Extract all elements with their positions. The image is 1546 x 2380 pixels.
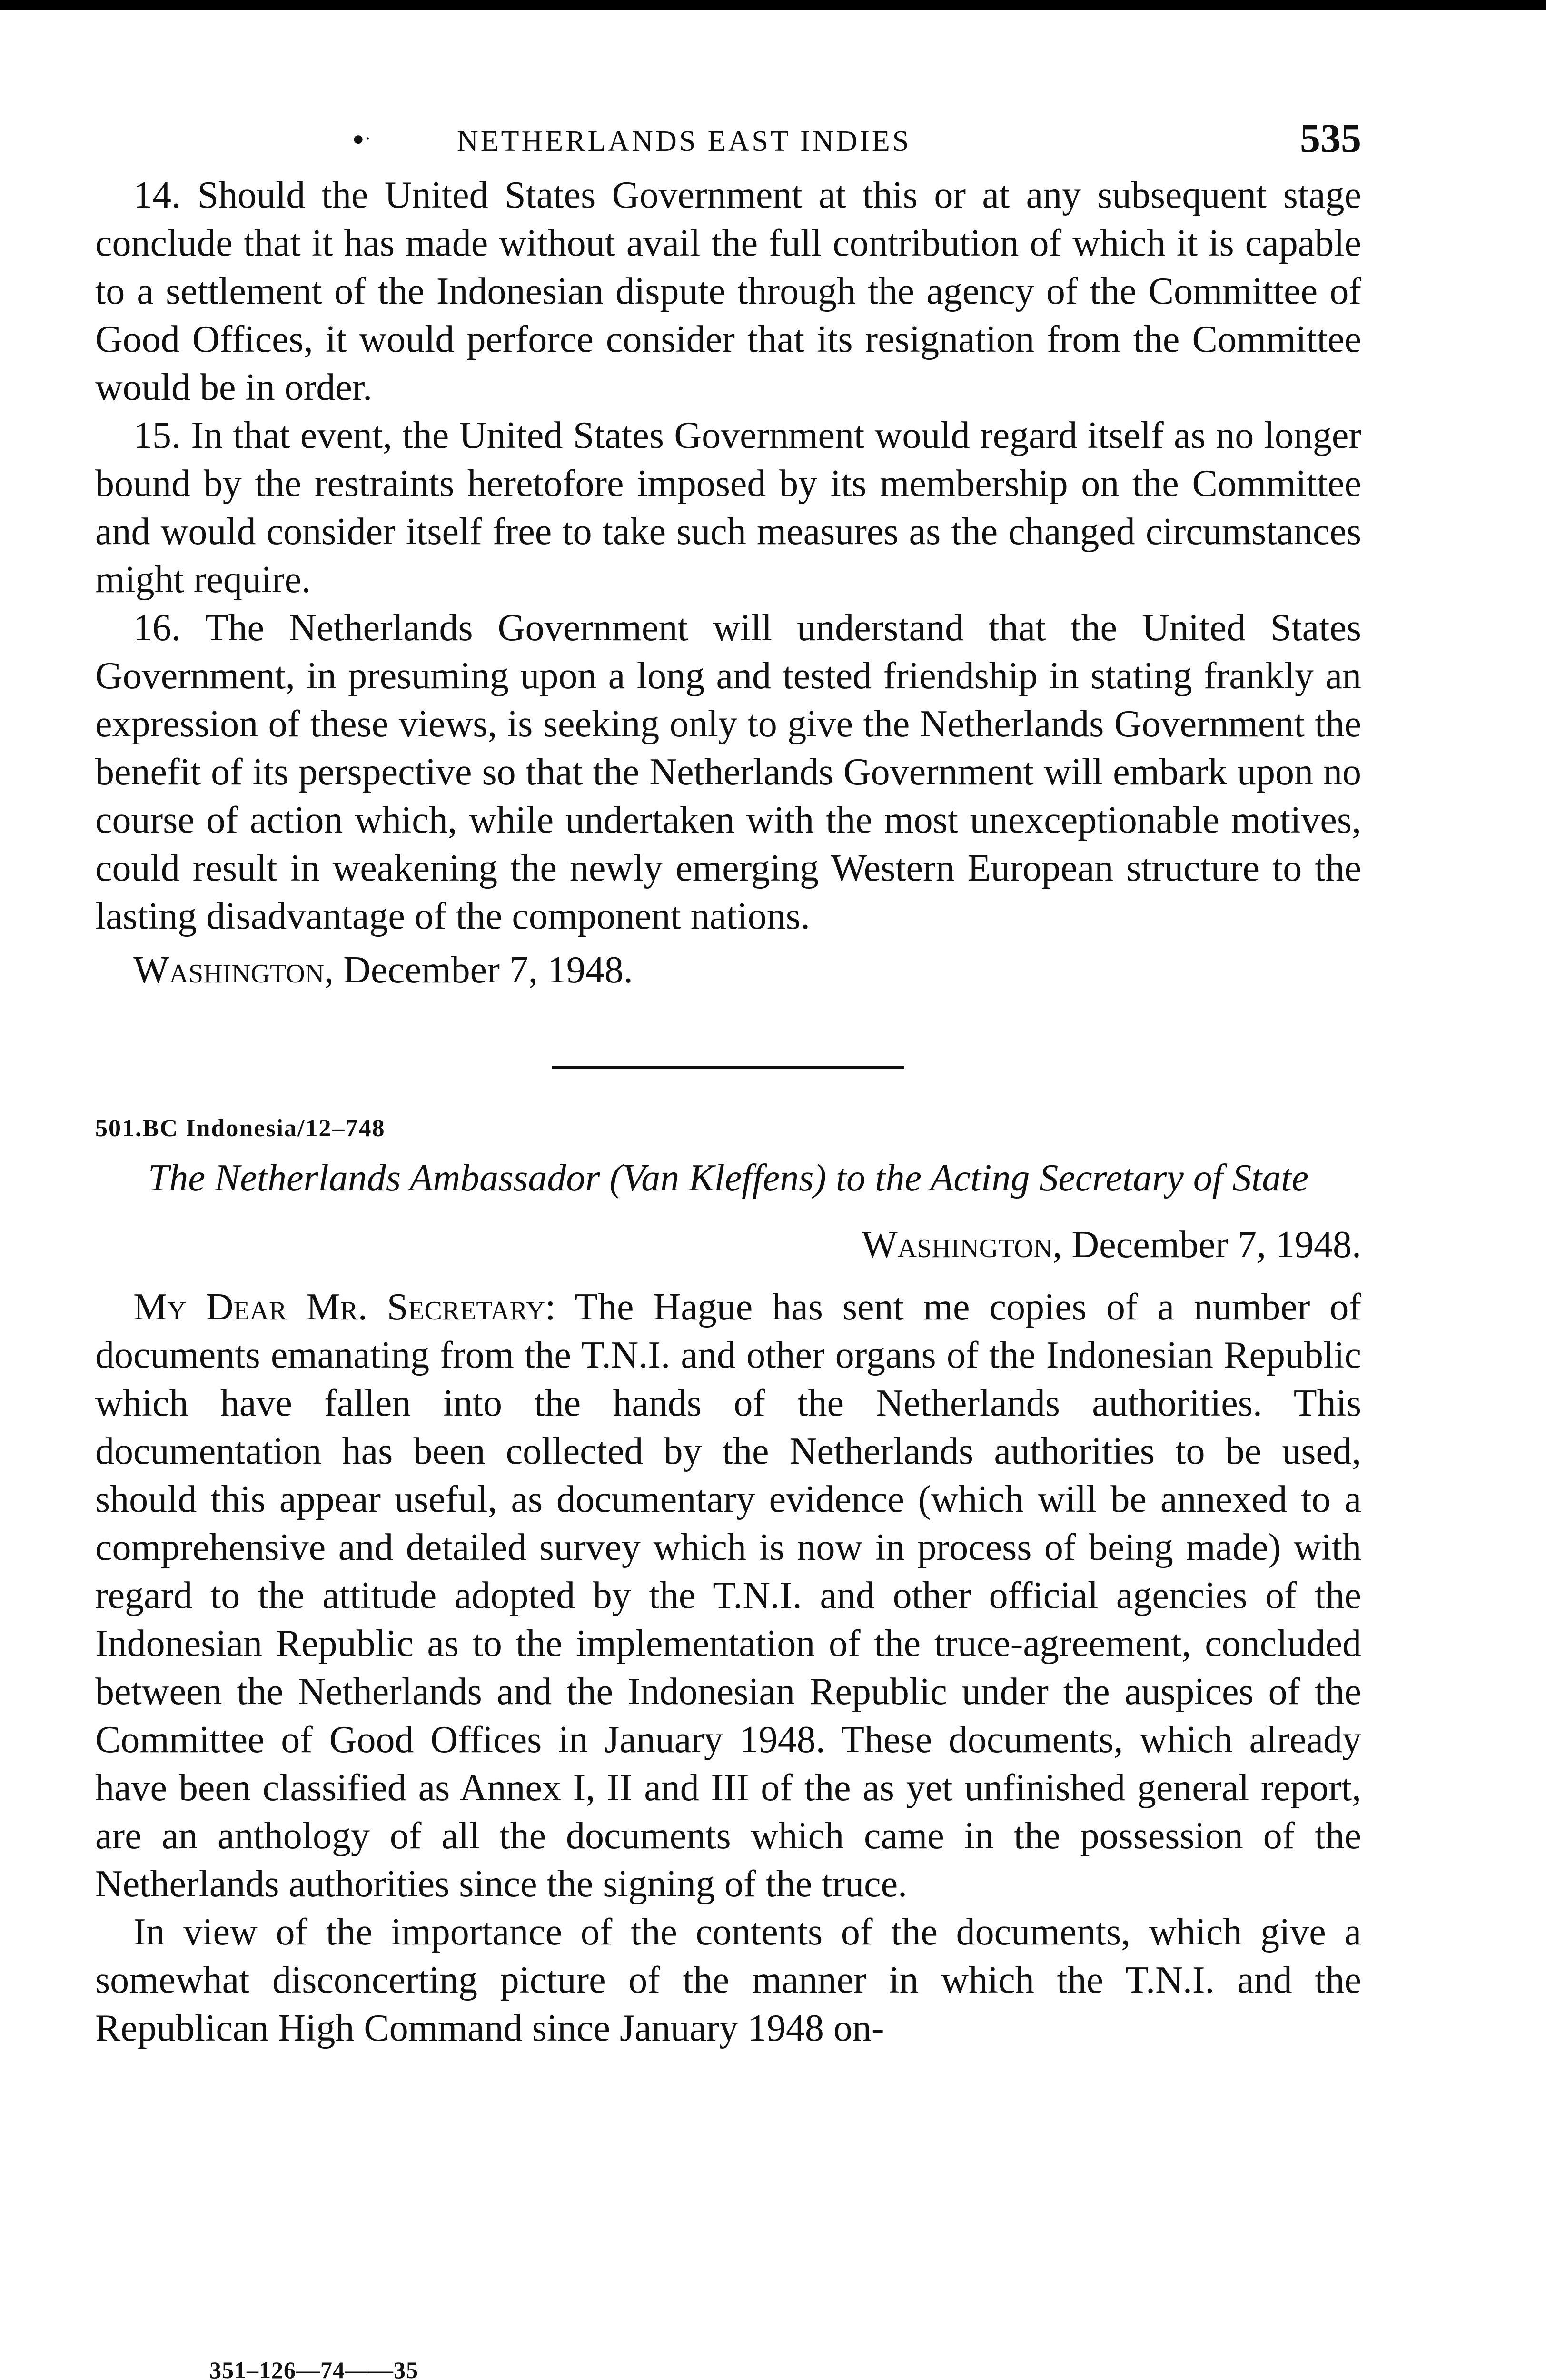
dateline-place: Washington xyxy=(133,949,325,991)
section-divider xyxy=(552,1066,904,1069)
letter-body xyxy=(95,1283,1361,2053)
salutation: My Dear Mr. Secretary: xyxy=(133,1286,556,1328)
letter-date-rest: , December 7, 1948. xyxy=(1052,1224,1361,1266)
print-code: 351–126—74——35 xyxy=(209,2357,418,2380)
letter-paragraph-2: In view of the importance of the contents of the documents, which give a somewhat disconcerting picture of the manner in which the T.N.I. and the Republican High Command since January 1948 on- xyxy=(95,1911,1361,2049)
document-heading: The Netherlands Ambassador (Van Kleffens) to the Acting Secretary of State xyxy=(148,1157,1309,1199)
letter-date xyxy=(95,1221,1361,1269)
dateline-date: , December 7, 1948. xyxy=(324,949,633,991)
paragraph-16: 16. The Netherlands Government will understand that the United States Government, in presuming upon a long and tested friendship in stating frankly an expression of these views, is seeking only to give the Netherlands Government the benefit of its perspective so that the Netherlands Government will embark upon no course of action which, while undertaken with the most unexceptionable motives, could result in weakening the newly emerging Western European structure to the lasting disadvantage of the component nations. xyxy=(95,607,1361,937)
continuation-text xyxy=(95,171,1361,994)
letter-paragraph-1 xyxy=(95,1283,1361,1908)
running-head-title: NETHERLANDS EAST INDIES xyxy=(457,125,912,158)
letter-paragraph-1-text: The Hague has sent me copies of a number of documents emanating from the T.N.I. and other organs of the Indonesian Republic which have fallen into the hands of the Netherlands authorities. This documentation has been collected by the Netherlands authorities to be used, should this appear useful, as documentary evidence (which will be annexed to a comprehensive and detailed survey which is now in process of being made) with regard to the attitude adopted by the T.N.I. and other official agencies of the Indonesian Republic as to the implementation of the truce-agreement, concluded between the Netherlands and the Indonesian Republic under the auspices of the Committee of Good Offices in January 1948. These documents, which already have been classified as Annex I, II and III of the as yet unfinished general report, are an anthology of all the documents which came in the possession of the Netherlands authorities since the signing of the truce. xyxy=(95,1286,1361,1905)
paragraph-14: 14. Should the United States Government at this or at any subsequent stage conclude that it has made without avail the full contribution of which it is capable to a settlement of the Indonesian dispute through the agency of the Committee of Good Offices, it would perforce consider that its resignation from the Committee would be in order. xyxy=(95,174,1361,408)
file-reference: 501.BC Indonesia/12–748 xyxy=(95,1115,386,1142)
paragraph-15: 15. In that event, the United States Government would regard itself as no longer bound by the restraints heretofore imposed by its membership on the Committee and would consider itself free to take such measures as the changed circumstances might require. xyxy=(95,415,1361,601)
printer-mark: ●· xyxy=(352,128,371,150)
page-number: 535 xyxy=(1300,115,1361,161)
dateline xyxy=(95,946,1361,994)
top-edge-rule xyxy=(0,0,1546,10)
letter-date-place: Washington xyxy=(862,1224,1053,1266)
document-page xyxy=(95,109,1361,2053)
running-head xyxy=(95,109,1361,171)
